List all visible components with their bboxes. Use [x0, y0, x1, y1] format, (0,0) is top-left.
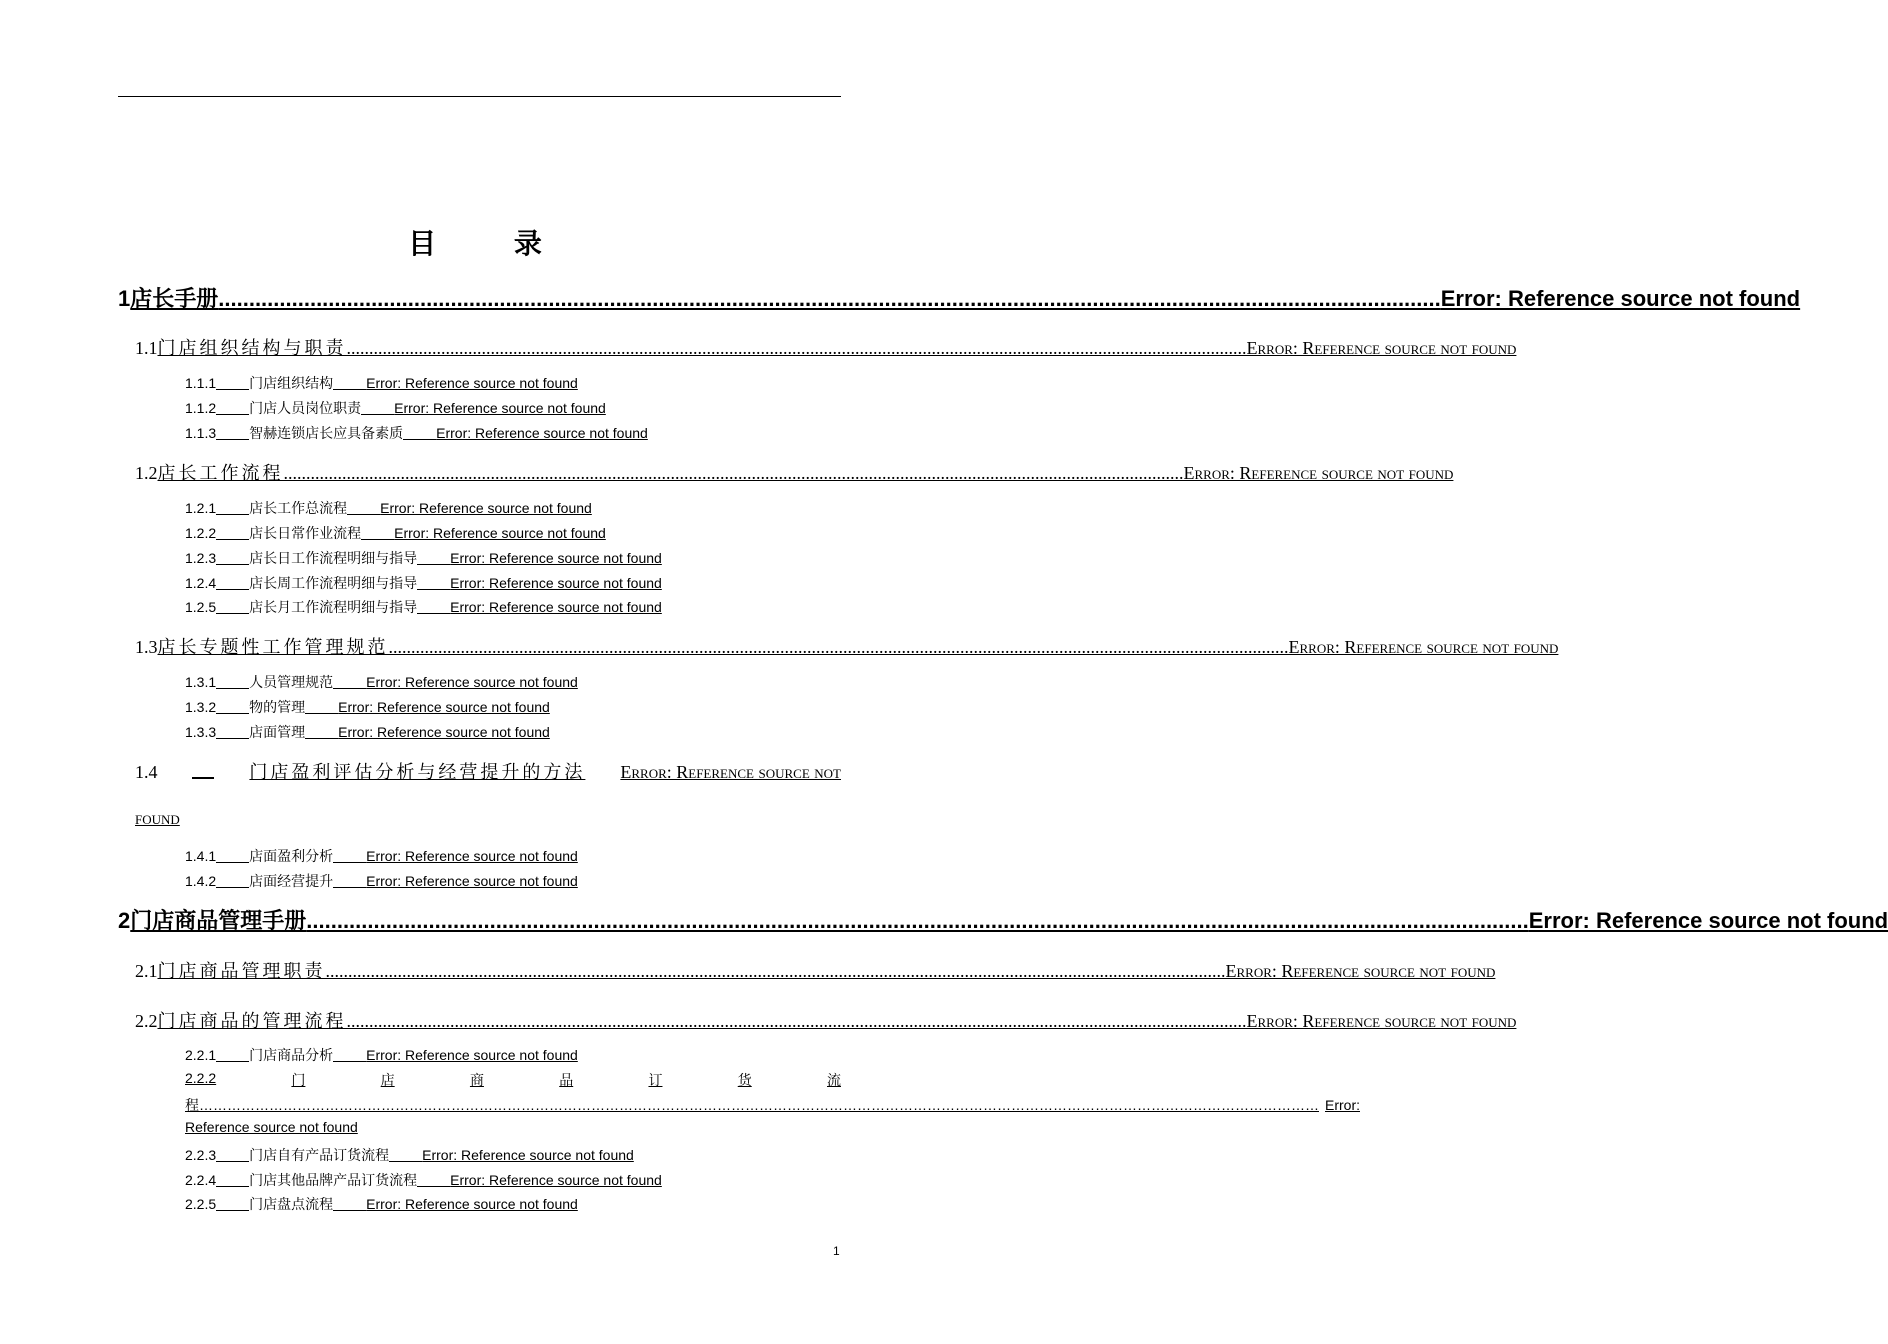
toc-entry-ref[interactable]: Error: Reference source not found — [450, 575, 662, 591]
toc-entry-number: 1.3 — [135, 637, 158, 657]
toc-entry-2-2-2-cont2[interactable] — [185, 1119, 358, 1139]
toc-entry-number: 1.1.3 — [185, 425, 217, 441]
toc-entry-ref[interactable]: Error: Reference source not found — [1440, 286, 1801, 311]
toc-entry-2-2-2-cont[interactable] — [185, 1095, 1360, 1115]
toc-entry-ref[interactable]: Error: Reference source not found — [394, 400, 606, 416]
tab-underline — [216, 1161, 249, 1162]
toc-entry-number: 2.1 — [135, 961, 158, 981]
header-rule — [118, 96, 841, 97]
tab-underline — [333, 862, 366, 863]
tab-underline — [216, 414, 249, 415]
toc-entry-2-2-2[interactable] — [185, 1070, 841, 1090]
toc-entry-ref[interactable]: Error: Reference source not found — [380, 500, 592, 516]
toc-entry-1-1-1[interactable] — [185, 373, 578, 393]
toc-entry-title-char: 商 — [469, 1073, 484, 1089]
toc-entry-number: 1.1.1 — [185, 375, 217, 391]
toc-entry-title-char: 货 — [737, 1073, 752, 1089]
toc-entry-number: 2.2.2 — [185, 1070, 217, 1086]
toc-entry-title-char: 程 — [185, 1098, 199, 1114]
toc-entry-number: 1.3.2 — [185, 699, 217, 715]
toc-entry-number: 2.2.3 — [185, 1147, 217, 1163]
toc-entry-number: 1.2 — [135, 463, 158, 483]
toc-entry-ref[interactable]: Error: Reference source not found — [436, 425, 648, 441]
toc-entry-title: 智赫连锁店长应具备素质 — [249, 426, 404, 442]
toc-entry-ref[interactable]: Error: — [1325, 1097, 1360, 1113]
toc-entry-title: 店长手册 — [130, 287, 219, 312]
toc-leader: ........................................................................................................................................................................................................ — [218, 286, 1441, 311]
toc-entry-ref[interactable]: Error: Reference source not found — [1246, 1011, 1517, 1031]
toc-entry-ref[interactable]: Error: Reference source not found — [394, 525, 606, 541]
toc-entry-2[interactable] — [118, 904, 1888, 934]
toc-entry-1-4[interactable] — [135, 758, 841, 784]
tab-underline — [216, 1186, 249, 1187]
toc-entry-2-2[interactable] — [135, 1007, 1517, 1033]
tab-underline — [417, 589, 450, 590]
toc-entry-1-4-1[interactable] — [185, 846, 578, 866]
tab-underline — [216, 564, 249, 565]
toc-entry-title: 店长工作总流程 — [249, 501, 348, 517]
toc-entry-number: 2 — [118, 908, 131, 933]
tab-underline — [361, 414, 394, 415]
toc-entry-number: 1 — [118, 286, 131, 311]
toc-entry-number: 1.2.3 — [185, 550, 217, 566]
toc-leader: ........................................................................................................................................................................................................ — [388, 637, 1289, 657]
toc-leader: ........................................................................................................................................................................................................ — [346, 338, 1247, 358]
toc-entry-ref[interactable]: Error: Reference source not found — [1246, 338, 1517, 358]
tab-underline — [333, 1210, 366, 1211]
toc-entry-title: 门店组织结构与职责 — [157, 338, 347, 359]
toc-entry-1-2-3[interactable] — [185, 548, 662, 568]
toc-leader: …………………………………………………………………………………………………………………………………………………………………………………………………………………… — [199, 1097, 1319, 1113]
toc-entry-ref[interactable]: Error: Reference source not found — [366, 674, 578, 690]
toc-entry-number: 1.1 — [135, 338, 158, 358]
toc-entry-title: 门店自有产品订货流程 — [249, 1148, 390, 1164]
toc-entry-number: 1.3.3 — [185, 724, 217, 740]
tab-underline — [216, 539, 249, 540]
tab-underline — [333, 389, 366, 390]
toc-entry-1-2-5[interactable] — [185, 597, 662, 617]
toc-entry-ref[interactable]: Error: Reference source not found — [1183, 463, 1454, 483]
toc-entry-title: 店长月工作流程明细与指导 — [249, 600, 418, 616]
toc-entry-title: 人员管理规范 — [249, 675, 334, 691]
toc-entry-ref[interactable]: Error: Reference source not found — [366, 1047, 578, 1063]
toc-entry-1-1[interactable] — [135, 334, 1517, 360]
tab-underline — [192, 777, 214, 779]
toc-entry-title: 店长工作流程 — [157, 463, 284, 484]
toc-entry-number: 1.4.2 — [185, 873, 217, 889]
toc-entry-number: 1.3.1 — [185, 674, 217, 690]
toc-entry-title: 门店商品管理职责 — [157, 961, 326, 982]
toc-entry-title: 门店组织结构 — [249, 376, 334, 392]
toc-leader: ........................................................................................................................................................................................................ — [283, 463, 1184, 483]
tab-underline — [333, 887, 366, 888]
tab-underline — [216, 887, 249, 888]
tab-underline — [403, 439, 436, 440]
toc-entry-1-2-4[interactable] — [185, 573, 662, 593]
tab-underline — [216, 713, 249, 714]
toc-entry-1-3[interactable] — [135, 633, 1559, 659]
toc-entry-ref[interactable]: Error: Reference source not found — [366, 848, 578, 864]
toc-entry-title: 门店盘点流程 — [249, 1197, 334, 1213]
toc-entry-title: 店长专题性工作管理规范 — [157, 637, 389, 658]
toc-entry-title-char: 品 — [559, 1073, 574, 1089]
toc-entry-title: 门店其他品牌产品订货流程 — [249, 1173, 418, 1189]
toc-entry-title-char: 流 — [827, 1073, 841, 1089]
toc-entry-title: 店面管理 — [249, 725, 306, 741]
toc-entry-title: 店面盈利分析 — [249, 849, 334, 865]
toc-entry-title-char: 店 — [380, 1073, 395, 1089]
tab-underline — [216, 688, 249, 689]
tab-underline — [417, 1186, 450, 1187]
toc-entry-title: 门店商品管理手册 — [130, 909, 307, 934]
toc-entry-number: 2.2 — [135, 1011, 158, 1031]
toc-entry-1-2-1[interactable] — [185, 498, 592, 518]
tab-underline — [216, 613, 249, 614]
toc-entry-ref-cont[interactable] — [135, 808, 841, 834]
toc-entry-ref[interactable]: Error: Reference source not found — [450, 550, 662, 566]
toc-entry-2-2-5[interactable] — [185, 1194, 578, 1214]
toc-entry-title: 店长日工作流程明细与指导 — [249, 551, 418, 567]
toc-entry-1[interactable] — [118, 282, 1801, 312]
page-number: 1 — [833, 1244, 840, 1258]
tab-underline — [216, 1061, 249, 1062]
toc-entry-title: 物的管理 — [249, 700, 306, 716]
toc-entry-1-4-2[interactable] — [185, 871, 578, 891]
toc-entry-ref[interactable]: Error: Reference source not found — [1528, 908, 1888, 933]
toc-leader: ........................................................................................................................................................................................................ — [346, 1011, 1247, 1031]
toc-entry-ref[interactable]: Error: Reference source not found — [366, 873, 578, 889]
toc-entry-number: 1.4 — [135, 762, 158, 782]
tab-underline — [347, 514, 380, 515]
toc-entry-1-3-1[interactable] — [185, 672, 578, 692]
tab-underline — [216, 589, 249, 590]
toc-entry-title: 门店盈利评估分析与经营提升的方法 — [249, 762, 586, 783]
tab-underline — [333, 688, 366, 689]
toc-entry-2-2-1[interactable] — [185, 1045, 578, 1065]
tab-underline — [389, 1161, 422, 1162]
tab-underline — [305, 738, 338, 739]
toc-entry-number: 2.2.1 — [185, 1047, 217, 1063]
toc-entry-ref[interactable]: Error: Reference source not found — [422, 1147, 634, 1163]
toc-entry-ref[interactable]: found — [135, 808, 180, 828]
tab-underline — [417, 564, 450, 565]
toc-entry-ref[interactable]: Error: Reference source not found — [366, 375, 578, 391]
toc-entry-number: 1.1.2 — [185, 400, 217, 416]
toc-entry-title: 店面经营提升 — [249, 874, 334, 890]
toc-entry-1-3-2[interactable] — [185, 697, 550, 717]
toc-entry-1-3-3[interactable] — [185, 722, 550, 742]
toc-entry-title: 门店人员岗位职责 — [249, 401, 362, 417]
toc-leader: ........................................................................................................................................................................................................ — [325, 961, 1226, 981]
toc-entry-ref[interactable]: Error: Reference source not — [620, 762, 841, 782]
toc-leader: ........................................................................................................................................................................................................ — [306, 908, 1529, 933]
toc-entry-title-char: 订 — [648, 1073, 663, 1089]
tab-underline — [361, 539, 394, 540]
toc-entry-number: 1.2.1 — [185, 500, 217, 516]
toc-entry-number: 1.2.2 — [185, 525, 217, 541]
toc-entry-title: 店长日常作业流程 — [249, 526, 362, 542]
toc-entry-title: 门店商品的管理流程 — [157, 1011, 347, 1032]
toc-entry-2-2-4[interactable] — [185, 1170, 662, 1190]
toc-entry-ref[interactable]: Error: Reference source not found — [1225, 961, 1496, 981]
toc-entry-number: 1.2.4 — [185, 575, 217, 591]
tab-underline — [417, 613, 450, 614]
tab-underline — [216, 1210, 249, 1211]
toc-entry-ref[interactable]: Error: Reference source not found — [450, 599, 662, 615]
tab-underline — [305, 713, 338, 714]
toc-entry-title: 门店商品分析 — [249, 1048, 334, 1064]
toc-entry-title-char: 门 — [291, 1073, 306, 1089]
toc-entry-ref[interactable]: Error: Reference source not found — [450, 1172, 662, 1188]
toc-entry-ref[interactable]: Error: Reference source not found — [1288, 637, 1559, 657]
tab-underline — [216, 439, 249, 440]
toc-entry-2-2-3[interactable] — [185, 1145, 634, 1165]
toc-entry-number: 2.2.4 — [185, 1172, 217, 1188]
tab-underline — [216, 862, 249, 863]
toc-entry-2-1[interactable] — [135, 957, 1496, 983]
toc-entry-ref[interactable]: Reference source not found — [185, 1119, 358, 1135]
tab-underline — [333, 1061, 366, 1062]
toc-entry-ref[interactable]: Error: Reference source not found — [366, 1196, 578, 1212]
toc-entry-1-2-2[interactable] — [185, 523, 606, 543]
toc-entry-ref[interactable]: Error: Reference source not found — [338, 724, 550, 740]
toc-entry-number: 1.2.5 — [185, 599, 217, 615]
toc-entry-1-1-2[interactable] — [185, 398, 606, 418]
toc-title: 目 录 — [408, 227, 576, 260]
toc-entry-number: 2.2.5 — [185, 1196, 217, 1212]
toc-entry-number: 1.4.1 — [185, 848, 217, 864]
toc-entry-title: 店长周工作流程明细与指导 — [249, 576, 418, 592]
tab-underline — [216, 389, 249, 390]
tab-underline — [216, 514, 249, 515]
toc-entry-1-2[interactable] — [135, 459, 1454, 485]
tab-underline — [216, 738, 249, 739]
toc-entry-ref[interactable]: Error: Reference source not found — [338, 699, 550, 715]
toc-entry-1-1-3[interactable] — [185, 423, 648, 443]
